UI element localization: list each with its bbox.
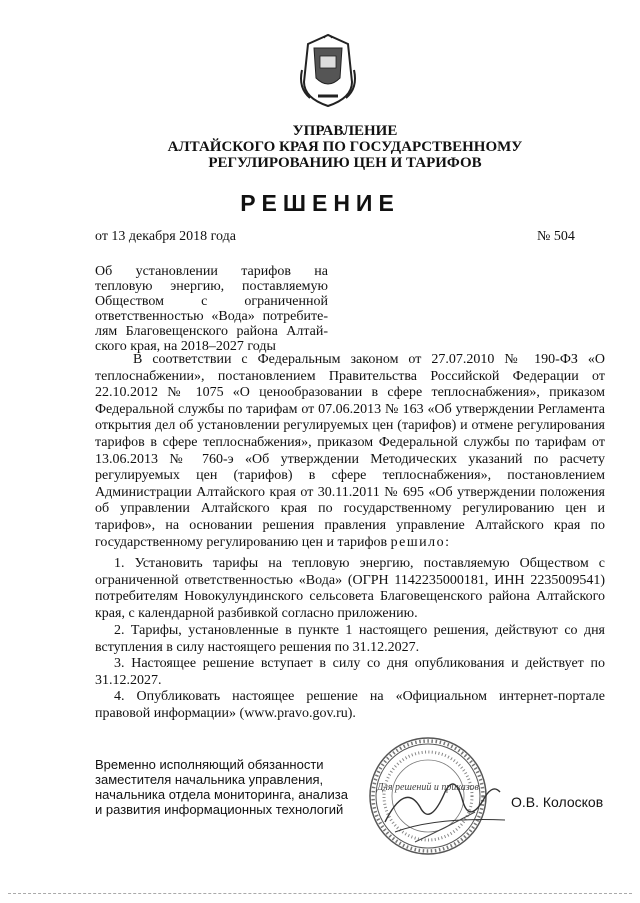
subject-line: Обществом с ограниченной — [95, 294, 328, 309]
decided-word: решило: — [390, 534, 451, 550]
document-date: от 13 декабря 2018 года — [95, 229, 236, 244]
subject-line: ответственностью «Вода» потребите- — [95, 309, 328, 324]
document-title: РЕШЕНИЕ — [240, 190, 400, 216]
signer-position-line4: и развития информационных технологий — [95, 802, 344, 817]
subject-line: Об установлении тарифов на — [95, 264, 328, 279]
handwritten-signature — [375, 762, 515, 852]
org-name-line1: УПРАВЛЕНИЕ — [292, 123, 398, 139]
preamble-text: В соответствии с Федеральным законом от 27.07.2010 № 190-ФЗ «О теплоснабжении», постановлением Правительства Российской Федерации от 22.10.2012 № 1075 «О ценообразовании в сфере теплоснабжения», приказом Федеральной службы по тарифам от 07.06.2013 № 163 «Об утверждении Регламента открытия дел об установлении регулируемых цен (тарифов) и отмене регулирования тарифов в сфере теплоснабжения», приказом Федеральной службы по тарифам от 13.06.2013 № 760-э «Об утверждении Методических указаний по расчету регулируемых цен (тарифов) в сфере теплоснабжения», постановлением Администрации Алтайского края от 30.11.2011 № 695 «Об утверждении положения об управлении Алтайского края по государственному регулированию цен и тарифов», на основании решения правления управление Алтайского края по государственному регулированию цен и тарифов — [95, 352, 605, 550]
subject-line: тепловую энергию, поставляемую — [95, 279, 328, 294]
signer-name: О.В. Колосков — [511, 794, 604, 810]
page-bottom-divider — [8, 893, 632, 894]
decision-item-1: 1. Установить тарифы на тепловую энергию, поставляемую Обществом с ограниченной ответственностью «Вода» (ОГРН 1142235000181, ИНН 2235009541) потребителям Новокулундинского сельсовета Благовещенского района Алтайского края, с календарной разбивкой согласно приложению. — [95, 556, 605, 621]
subject-line: ского края, на 2018–2027 годы — [95, 339, 276, 354]
org-name-line3: РЕГУЛИРОВАНИЮ ЦЕН И ТАРИФОВ — [208, 155, 482, 171]
preamble-paragraph — [95, 352, 605, 551]
subject-line: лям Благовещенского района Алтай- — [95, 324, 328, 339]
org-name-line2: АЛТАЙСКОГО КРАЯ ПО ГОСУДАРСТВЕННОМУ — [167, 139, 523, 155]
document-number: № 504 — [537, 229, 575, 244]
stamp-text: Для решений и приказов — [377, 782, 479, 793]
signer-position-line3: начальника отдела мониторинга, анализа — [95, 787, 348, 802]
signer-position-line1: Временно исполняющий обязанности — [95, 757, 324, 772]
decision-item-3: 3. Настоящее решение вступает в силу со дня опубликования и действует по 31.12.2027. — [95, 656, 605, 688]
decision-item-4: 4. Опубликовать настоящее решение на «Официальном интернет-портале правовой информации» (www.pravo.gov.ru). — [95, 689, 605, 721]
coat-of-arms-emblem — [296, 32, 360, 110]
decision-item-2: 2. Тарифы, установленные в пункте 1 настоящего решения, действуют со дня вступления в силу настоящего решения по 31.12.2027. — [95, 623, 605, 655]
signer-position-line2: заместителя начальника управления, — [95, 772, 324, 787]
